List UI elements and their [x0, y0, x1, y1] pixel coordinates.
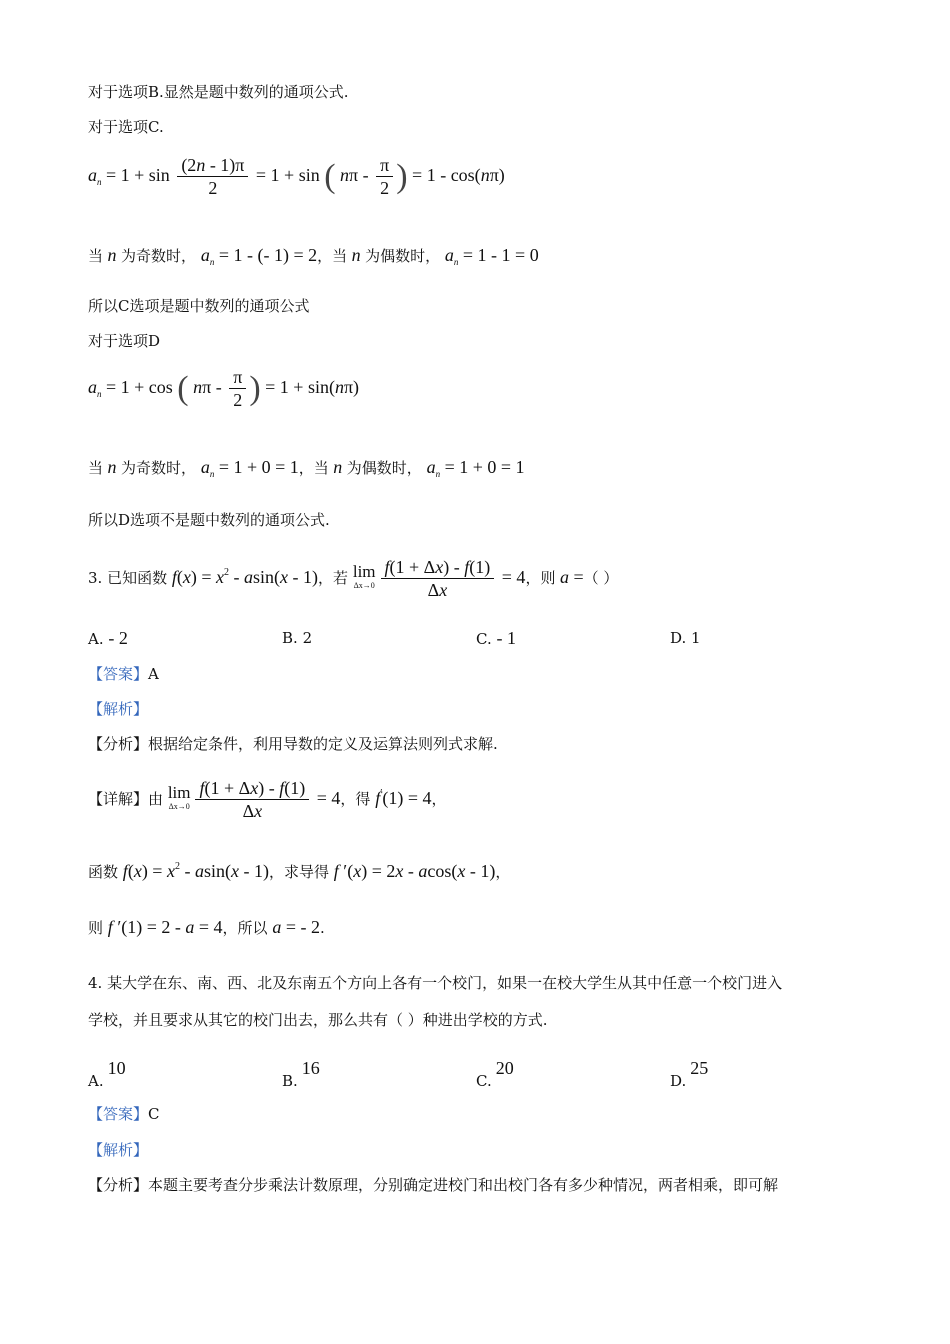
text-line: 对于选项B.显然是题中数列的通项公式. — [88, 83, 349, 101]
detail-line: 函数 $f(x) = x^2 - asin(x - 1)$，求导得 f ′(x) = 2x - acos(x - 1)， — [88, 861, 511, 881]
option-d[interactable]: D. 1 — [670, 629, 701, 647]
text-line: 所以D选项不是题中数列的通项公式. — [88, 511, 330, 529]
analysis-line: 【分析】本题主要考查分步乘法计数原理，分别确定进校门和出校门各有多少种情况，两者相乘，即可解 — [88, 1176, 779, 1194]
option-b[interactable]: B.16 — [282, 1058, 320, 1090]
analysis-heading: 【解析】 — [88, 1141, 149, 1159]
analysis-heading: 【解析】 — [88, 700, 149, 718]
option-b[interactable]: B. 2 — [282, 629, 313, 647]
answer-line: 【答案】A — [88, 665, 159, 683]
text-line: 所以C选项是题中数列的通项公式 — [88, 297, 310, 315]
formula-option-c: $a_n = 1 + \sin$ $\frac{(2n - 1)\pi}{2}$ = 1 + sin ( nπ - $\frac{\pi}{2}$ ) = 1 - cos(nπ) — [88, 155, 505, 199]
detail-line: 则 f ′(1) = 2 - a = 4，所以 a = - 2. — [88, 917, 325, 937]
analysis-line: 【分析】根据给定条件，利用导数的定义及运算法则列式求解. — [88, 735, 498, 753]
text-line: 当 n 为奇数时， $a_n = 1 + 0 = 1$，当 n 为偶数时， $a_n = 1 + 0 = 1$ — [88, 457, 525, 479]
detail-line: 【详解】由 lim Δx→0 $\frac{f(1 + \Delta x) - f(1)}{\Delta x}$ = 4，得 f′(1) = 4， — [88, 778, 447, 822]
option-c[interactable]: C.20 — [476, 1058, 514, 1090]
formula-option-d: $a_n = 1 + \cos$ ( nπ - $\frac{\pi}{2}$ ) = 1 + sin(nπ) — [88, 367, 360, 411]
answer-line: 【答案】C — [88, 1105, 160, 1123]
question-4-cont: 学校，并且要求从其它的校门出去，那么共有（ ）种进出学校的方式. — [88, 1011, 548, 1029]
option-a[interactable]: A. - 2 — [88, 628, 128, 648]
question-4: 4. 某大学在东、南、西、北及东南五个方向上各有一个校门，如果一在校大学生从其中任意一个校门进入 — [88, 974, 783, 992]
question-3: 3. 已知函数 $f(x) = x^2 - asin(x - 1)$，若 lim Δx→0 $\frac{f(1 + \Delta x) - f(1)}{\Delta x}$ = 4，则 a =（ ） — [88, 557, 619, 601]
option-d[interactable]: D.25 — [670, 1058, 709, 1090]
option-c[interactable]: C. - 1 — [476, 628, 516, 648]
option-a[interactable]: A.10 — [88, 1058, 126, 1090]
text-line: 对于选项C. — [88, 118, 164, 136]
text-line: 当 n 为奇数时， $a_n = 1$ - (- 1) = 2，当 n 为偶数时， $a_n = 1 - 1 = 0$ — [88, 245, 539, 267]
text-line: 对于选项D — [88, 332, 161, 350]
